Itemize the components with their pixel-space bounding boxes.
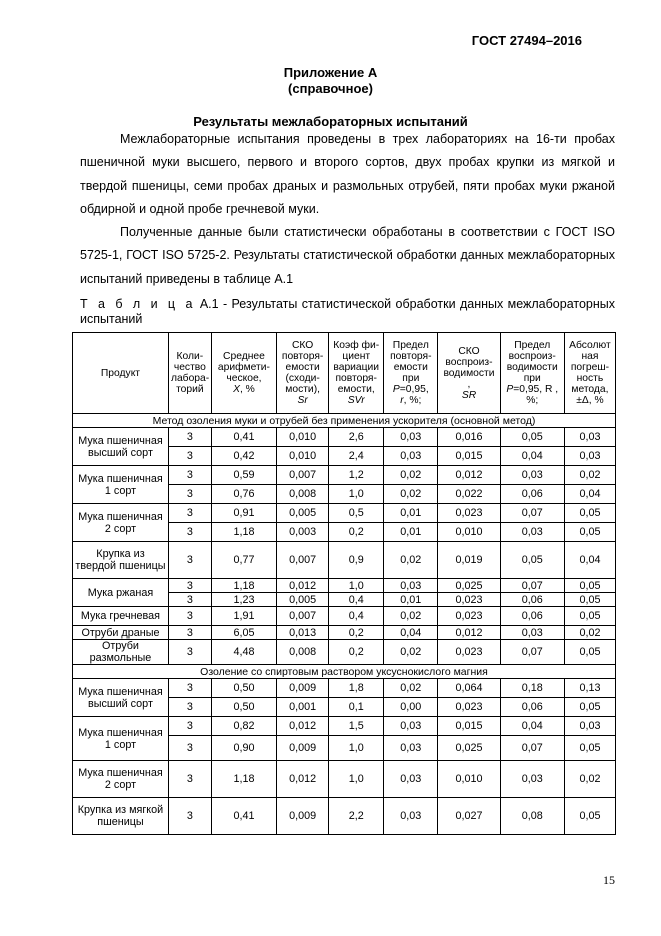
cell: 0,90 <box>211 736 276 761</box>
cell: 0,01 <box>384 523 438 542</box>
col-header-delta: Абсолют ная погреш-ность метода, ±Δ, % <box>564 333 615 414</box>
cell: 0,2 <box>329 626 384 640</box>
cell: 0,04 <box>564 485 615 504</box>
cell: 0,05 <box>564 523 615 542</box>
section-row <box>73 665 616 679</box>
cell: 1,8 <box>329 679 384 698</box>
cell: 0,02 <box>384 542 438 579</box>
cell: 0,05 <box>564 736 615 761</box>
product-cell: Мука пшеничная высший сорт <box>73 428 169 466</box>
cell: 0,03 <box>384 717 438 736</box>
cell: 0,012 <box>277 717 329 736</box>
cell: 0,009 <box>277 736 329 761</box>
section-row <box>73 414 616 428</box>
cell: 0,41 <box>211 428 276 447</box>
col-header-labs: Коли-чество лабора-торий <box>168 333 211 414</box>
cell: 1,0 <box>329 736 384 761</box>
cell: 0,010 <box>438 523 500 542</box>
cell: 0,010 <box>277 447 329 466</box>
cell: 0,1 <box>329 698 384 717</box>
col-header-R: Предел воспроиз-водимости при P=0,95, R , %; <box>500 333 564 414</box>
cell: 0,019 <box>438 542 500 579</box>
cell: 0,016 <box>438 428 500 447</box>
cell: 0,06 <box>500 485 564 504</box>
cell: 0,008 <box>277 485 329 504</box>
cell: 0,007 <box>277 466 329 485</box>
cell: 0,08 <box>500 798 564 835</box>
cell: 0,50 <box>211 679 276 698</box>
cell: 0,02 <box>564 761 615 798</box>
cell: 0,012 <box>277 761 329 798</box>
cell: 1,18 <box>211 579 276 593</box>
cell: 0,001 <box>277 698 329 717</box>
cell: 0,76 <box>211 485 276 504</box>
cell: 0,4 <box>329 593 384 607</box>
cell: 1,0 <box>329 761 384 798</box>
cell: 1,91 <box>211 607 276 626</box>
cell: 0,50 <box>211 698 276 717</box>
cell: 0,03 <box>564 717 615 736</box>
cell: 0,023 <box>438 593 500 607</box>
cell: 3 <box>168 698 211 717</box>
cell: 0,02 <box>384 640 438 665</box>
appendix-title: Приложение А <box>283 65 378 80</box>
results-table <box>72 332 616 835</box>
cell: 0,03 <box>384 428 438 447</box>
cell: 0,02 <box>384 466 438 485</box>
cell: 0,05 <box>564 504 615 523</box>
cell: 0,025 <box>438 736 500 761</box>
cell: 3 <box>168 717 211 736</box>
cell: 0,05 <box>564 607 615 626</box>
product-cell: Мука пшеничная 2 сорт <box>73 761 169 798</box>
cell: 0,025 <box>438 579 500 593</box>
cell: 0,02 <box>564 466 615 485</box>
section-title: Результаты межлабораторных испытаний <box>193 114 468 129</box>
col-header-sr: СКО повторя-емости (сходи-мости), Sr <box>277 333 329 414</box>
cell: 0,07 <box>500 504 564 523</box>
cell: 0,02 <box>564 626 615 640</box>
table-header-row <box>73 333 616 414</box>
product-cell: Крупка из мягкой пшеницы <box>73 798 169 835</box>
cell: 0,01 <box>384 593 438 607</box>
cell: 0,04 <box>384 626 438 640</box>
cell: 3 <box>168 761 211 798</box>
col-header-r: Предел повторя-емости при P=0,95, r, %; <box>384 333 438 414</box>
table-row <box>73 542 616 579</box>
cell: 0,003 <box>277 523 329 542</box>
standard-number: ГОСТ 27494–2016 <box>471 33 582 48</box>
cell: 0,007 <box>277 607 329 626</box>
table-row <box>73 428 616 447</box>
cell: 0,07 <box>500 640 564 665</box>
cell: 0,022 <box>438 485 500 504</box>
cell: 3 <box>168 447 211 466</box>
table-row <box>73 607 616 626</box>
table-row <box>73 717 616 736</box>
cell: 1,0 <box>329 485 384 504</box>
cell: 0,03 <box>500 466 564 485</box>
cell: 0,03 <box>384 579 438 593</box>
cell: 0,005 <box>277 593 329 607</box>
cell: 2,4 <box>329 447 384 466</box>
cell: 0,06 <box>500 607 564 626</box>
table-row <box>73 798 616 835</box>
section-title-cell: Озоление со спиртовым раствором уксуснокислого магния <box>73 665 616 679</box>
col-header-product: Продукт <box>73 333 169 414</box>
cell: 0,59 <box>211 466 276 485</box>
cell: 1,0 <box>329 579 384 593</box>
cell: 0,07 <box>500 736 564 761</box>
cell: 0,04 <box>564 542 615 579</box>
cell: 0,05 <box>564 798 615 835</box>
caption-text: А.1 - Результаты статистической обработки данных межлабораторных испытаний <box>80 297 615 326</box>
cell: 1,2 <box>329 466 384 485</box>
cell: 3 <box>168 523 211 542</box>
cell: 4,48 <box>211 640 276 665</box>
cell: 0,82 <box>211 717 276 736</box>
product-cell: Мука пшеничная 1 сорт <box>73 717 169 761</box>
cell: 0,05 <box>500 542 564 579</box>
cell: 0,91 <box>211 504 276 523</box>
cell: 3 <box>168 579 211 593</box>
cell: 0,02 <box>384 485 438 504</box>
product-cell: Отруби размольные <box>73 640 169 665</box>
col-header-svr: Коэф фи-циент вариации повторя-емости, SVr <box>329 333 384 414</box>
cell: 0,07 <box>500 579 564 593</box>
cell: 0,06 <box>500 593 564 607</box>
cell: 0,05 <box>564 640 615 665</box>
cell: 0,02 <box>384 679 438 698</box>
paragraph-2-text: Полученные данные были статистически обработаны в соответствии с ГОСТ ISO 5725-1, ГОСТ ISO 5725-2. Результаты статистической обработки данных межлабораторных испытаний приведены в таблице А.1 <box>80 225 615 286</box>
table-row <box>73 626 616 640</box>
cell: 0,015 <box>438 447 500 466</box>
cell: 0,03 <box>564 447 615 466</box>
cell: 0,008 <box>277 640 329 665</box>
cell: 0,027 <box>438 798 500 835</box>
cell: 0,18 <box>500 679 564 698</box>
table-row <box>73 466 616 485</box>
cell: 0,04 <box>500 447 564 466</box>
product-cell: Мука гречневая <box>73 607 169 626</box>
appendix-note: (справочное) <box>288 81 373 96</box>
cell: 0,00 <box>384 698 438 717</box>
cell: 3 <box>168 485 211 504</box>
cell: 0,03 <box>500 523 564 542</box>
cell: 0,2 <box>329 523 384 542</box>
table-row <box>73 579 616 593</box>
cell: 3 <box>168 504 211 523</box>
cell: 0,41 <box>211 798 276 835</box>
cell: 0,05 <box>500 428 564 447</box>
cell: 0,009 <box>277 798 329 835</box>
cell: 6,05 <box>211 626 276 640</box>
caption-prefix: Т а б л и ц а <box>80 297 196 311</box>
cell: 2,6 <box>329 428 384 447</box>
paragraph-1-text: Межлабораторные испытания проведены в трех лабораториях на 16-ти пробах пшеничной муки высшего, первого и второго сортов, двух пробах крупки из мягкой и твердой пшеницы, семи пробах драных и размольных отрубей, пяти пробах муки ржаной обдирной и одной пробе гречневой муки. <box>80 132 615 216</box>
paragraph-2 <box>80 221 615 291</box>
cell: 3 <box>168 626 211 640</box>
cell: 0,06 <box>500 698 564 717</box>
cell: 3 <box>168 679 211 698</box>
cell: 0,03 <box>384 761 438 798</box>
cell: 0,009 <box>277 679 329 698</box>
cell: 1,23 <box>211 593 276 607</box>
cell: 0,9 <box>329 542 384 579</box>
cell: 0,03 <box>564 428 615 447</box>
product-cell: Мука пшеничная 2 сорт <box>73 504 169 542</box>
cell: 0,4 <box>329 607 384 626</box>
cell: 0,5 <box>329 504 384 523</box>
col-header-sR: СКО воспроиз-водимости , SR <box>438 333 500 414</box>
cell: 3 <box>168 736 211 761</box>
cell: 0,023 <box>438 640 500 665</box>
product-cell: Мука пшеничная высший сорт <box>73 679 169 717</box>
cell: 3 <box>168 593 211 607</box>
table-row <box>73 504 616 523</box>
product-cell: Крупка из твердой пшеницы <box>73 542 169 579</box>
cell: 3 <box>168 466 211 485</box>
cell: 0,05 <box>564 698 615 717</box>
cell: 0,01 <box>384 504 438 523</box>
col-header-mean: Среднее арифмети-ческое, X, % <box>211 333 276 414</box>
cell: 0,04 <box>500 717 564 736</box>
cell: 3 <box>168 607 211 626</box>
cell: 0,03 <box>500 761 564 798</box>
cell: 0,015 <box>438 717 500 736</box>
cell: 1,18 <box>211 761 276 798</box>
table-row <box>73 640 616 665</box>
paragraph-1 <box>80 128 615 221</box>
cell: 0,023 <box>438 698 500 717</box>
cell: 0,02 <box>384 607 438 626</box>
cell: 0,05 <box>564 593 615 607</box>
cell: 3 <box>168 640 211 665</box>
cell: 0,2 <box>329 640 384 665</box>
cell: 0,005 <box>277 504 329 523</box>
cell: 1,18 <box>211 523 276 542</box>
cell: 0,010 <box>438 761 500 798</box>
appendix-heading <box>0 65 661 97</box>
cell: 0,012 <box>438 466 500 485</box>
table-row <box>73 679 616 698</box>
product-cell: Отруби драные <box>73 626 169 640</box>
cell: 0,013 <box>277 626 329 640</box>
table-caption <box>80 297 615 327</box>
section-title-cell: Метод озоления муки и отрубей без применения ускорителя (основной метод) <box>73 414 616 428</box>
product-cell: Мука ржаная <box>73 579 169 607</box>
cell: 0,03 <box>384 447 438 466</box>
cell: 0,03 <box>384 798 438 835</box>
cell: 0,03 <box>500 626 564 640</box>
cell: 3 <box>168 542 211 579</box>
cell: 0,05 <box>564 579 615 593</box>
cell: 3 <box>168 428 211 447</box>
cell: 0,023 <box>438 607 500 626</box>
cell: 3 <box>168 798 211 835</box>
cell: 0,064 <box>438 679 500 698</box>
cell: 0,012 <box>438 626 500 640</box>
cell: 0,77 <box>211 542 276 579</box>
cell: 2,2 <box>329 798 384 835</box>
table-row <box>73 761 616 798</box>
cell: 0,012 <box>277 579 329 593</box>
cell: 0,023 <box>438 504 500 523</box>
cell: 0,42 <box>211 447 276 466</box>
cell: 0,007 <box>277 542 329 579</box>
product-cell: Мука пшеничная 1 сорт <box>73 466 169 504</box>
cell: 0,13 <box>564 679 615 698</box>
cell: 0,010 <box>277 428 329 447</box>
page-number: 15 <box>603 873 615 887</box>
cell: 1,5 <box>329 717 384 736</box>
cell: 0,03 <box>384 736 438 761</box>
